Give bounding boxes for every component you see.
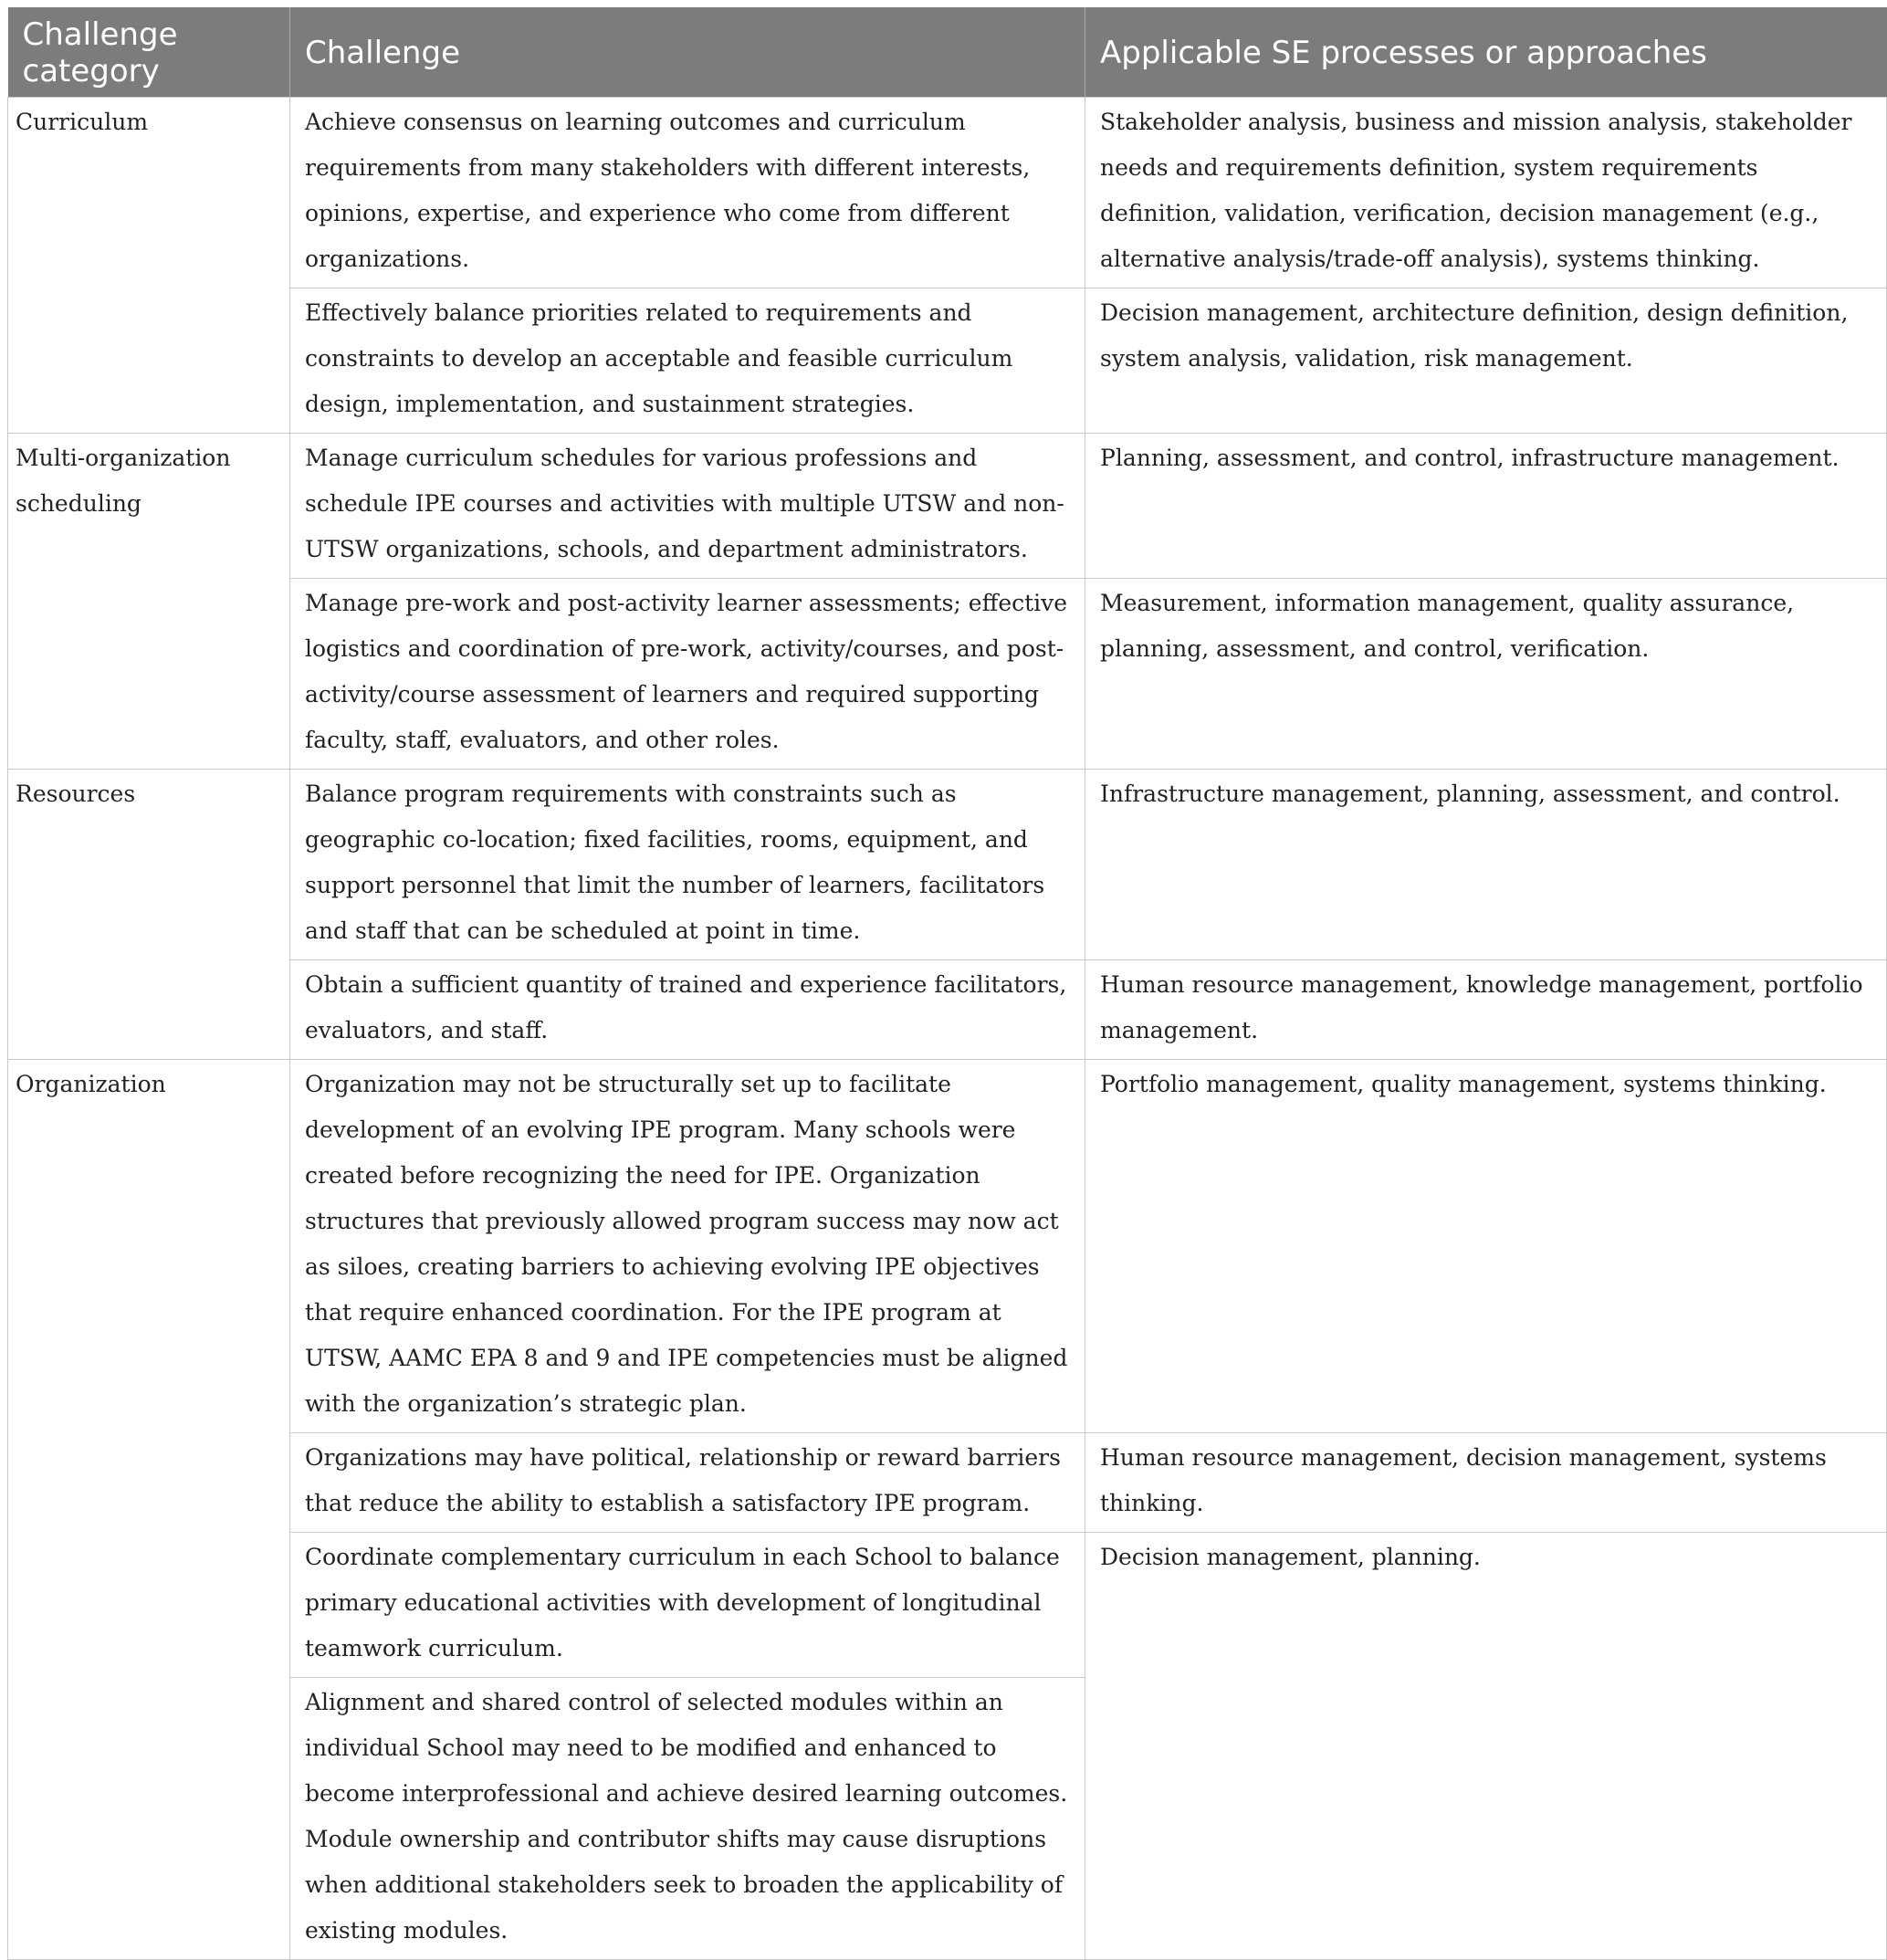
category-cell: Curriculum	[8, 98, 290, 434]
challenge-cell: Coordinate complementary curriculum in each School to balance primary educational activities with development of longitudinal teamwork curriculum.	[290, 1533, 1085, 1678]
processes-cell: Stakeholder analysis, business and mission analysis, stakeholder needs and requirements definition, system requirements definition, validation, verification, decision management (e.g., alternative analysis/trade-off analysis), systems thinking.	[1085, 98, 1887, 288]
processes-cell: Decision management, planning.	[1085, 1533, 1887, 1960]
processes-cell: Human resource management, knowledge management, portfolio management.	[1085, 960, 1887, 1060]
table-row	[8, 960, 1887, 1060]
processes-cell: Human resource management, decision management, systems thinking.	[1085, 1433, 1887, 1533]
header-challenge: Challenge	[290, 7, 1085, 98]
processes-cell: Portfolio management, quality management, systems thinking.	[1085, 1060, 1887, 1433]
header-applicable-processes: Applicable SE processes or approaches	[1085, 7, 1887, 98]
header-challenge-category: Challenge category	[8, 7, 290, 98]
table-row	[8, 1433, 1887, 1533]
processes-cell: Planning, assessment, and control, infrastructure management.	[1085, 434, 1887, 579]
challenge-cell: Manage pre-work and post-activity learner assessments; effective logistics and coordination of pre-work, activity/courses, and post-activity/course assessment of learners and required supporting faculty, staff, evaluators, and other roles.	[290, 579, 1085, 770]
table-row	[8, 770, 1887, 960]
table-row	[8, 579, 1887, 770]
table-row	[8, 1060, 1887, 1433]
table-header	[8, 7, 1887, 98]
challenge-cell: Balance program requirements with constraints such as geographic co-location; fixed facilities, rooms, equipment, and support personnel that limit the number of learners, facilitators and staff that can be scheduled at point in time.	[290, 770, 1085, 960]
processes-cell: Measurement, information management, quality assurance, planning, assessment, and control, verification.	[1085, 579, 1887, 770]
processes-cell: Decision management, architecture definition, design definition, system analysis, validation, risk management.	[1085, 288, 1887, 434]
category-cell: Multi-organization scheduling	[8, 434, 290, 770]
category-cell: Resources	[8, 770, 290, 1060]
challenge-cell: Achieve consensus on learning outcomes and curriculum requirements from many stakeholders with different interests, opinions, expertise, and experience who come from different organizations.	[290, 98, 1085, 288]
category-cell: Organization	[8, 1060, 290, 1960]
table-row	[8, 1533, 1887, 1678]
challenge-cell: Organization may not be structurally set up to facilitate development of an evolving IPE program. Many schools were created before recognizing the need for IPE. Organization structures that previously allowed program success may now act as siloes, creating barriers to achieving evolving IPE objectives that require enhanced coordination. For the IPE program at UTSW, AAMC EPA 8 and 9 and IPE competencies must be aligned with the organization’s strategic plan.	[290, 1060, 1085, 1433]
challenge-cell: Obtain a sufficient quantity of trained and experience facilitators, evaluators, and staff.	[290, 960, 1085, 1060]
table-row	[8, 434, 1887, 579]
challenge-cell: Effectively balance priorities related to requirements and constraints to develop an acceptable and feasible curriculum design, implementation, and sustainment strategies.	[290, 288, 1085, 434]
challenge-cell: Manage curriculum schedules for various professions and schedule IPE courses and activities with multiple UTSW and non-UTSW organizations, schools, and department administrators.	[290, 434, 1085, 579]
challenge-cell: Organizations may have political, relationship or reward barriers that reduce the ability to establish a satisfactory IPE program.	[290, 1433, 1085, 1533]
header-row	[8, 7, 1887, 98]
table-row	[8, 98, 1887, 288]
challenges-table	[7, 7, 1887, 1960]
processes-cell: Infrastructure management, planning, assessment, and control.	[1085, 770, 1887, 960]
table-row	[8, 288, 1887, 434]
challenge-cell: Alignment and shared control of selected modules within an individual School may need to be modified and enhanced to become interprofessional and achieve desired learning outcomes. Module ownership and contributor shifts may cause disruptions when additional stakeholders seek to broaden the applicability of existing modules.	[290, 1678, 1085, 1960]
table-body	[8, 98, 1887, 1960]
